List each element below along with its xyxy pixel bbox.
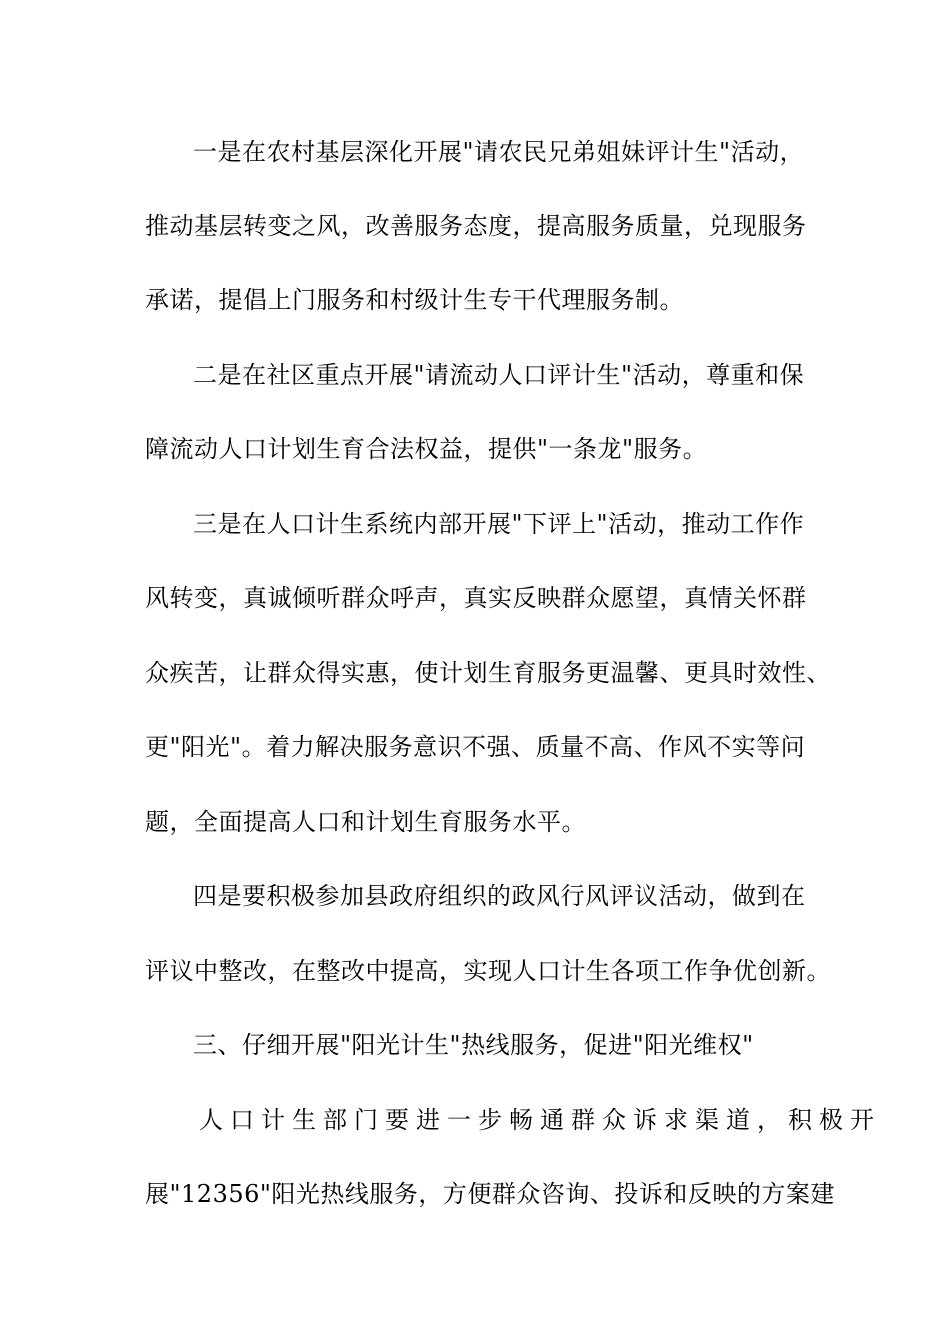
paragraph-4-line-1: 四是要积极参加县政府组织的政风行风评议活动，做到在: [193, 882, 806, 910]
paragraph-4-line-2: 评议中整改，在整改中提高，实现人口计生各项工作争优创新。: [145, 957, 831, 985]
paragraph-1-line-1: 一是在农村基层深化开展"请农民兄弟姐妹评计生"活动，: [193, 138, 805, 166]
paragraph-5-line-1: 人口计生部门要进一步畅通群众诉求渠道，积极开: [199, 1106, 881, 1134]
paragraph-3-line-2: 风转变，真诚倾听群众呼声，真实反映群众愿望，真情关怀群: [145, 584, 807, 612]
paragraph-1-line-2: 推动基层转变之风，改善服务态度，提高服务质量，兑现服务: [145, 212, 807, 240]
paragraph-3-line-3: 众疾苦，让群众得实惠，使计划生育服务更温馨、更具时效性、: [145, 659, 831, 687]
paragraph-1-line-3: 承诺，提倡上门服务和村级计生专干代理服务制。: [145, 286, 684, 314]
paragraph-3-line-1: 三是在人口计生系统内部开展"下评上"活动，推动工作作: [193, 510, 805, 538]
paragraph-2-line-2: 障流动人口计划生育合法权益，提供"一条龙"服务。: [145, 435, 708, 463]
paragraph-3-line-4: 更"阳光"。着力解决服务意识不强、质量不高、作风不实等问: [145, 733, 806, 761]
paragraph-3-line-5: 题，全面提高人口和计划生育服务水平。: [145, 808, 586, 836]
paragraph-5-line-2: 展"12356"阳光热线服务，方便群众咨询、投诉和反映的方案建: [145, 1180, 835, 1208]
paragraph-2-line-1: 二是在社区重点开展"请流动人口评计生"活动，尊重和保: [193, 361, 805, 389]
section-heading: 三、仔细开展"阳光计生"热线服务，促进"阳光维权": [193, 1031, 754, 1059]
